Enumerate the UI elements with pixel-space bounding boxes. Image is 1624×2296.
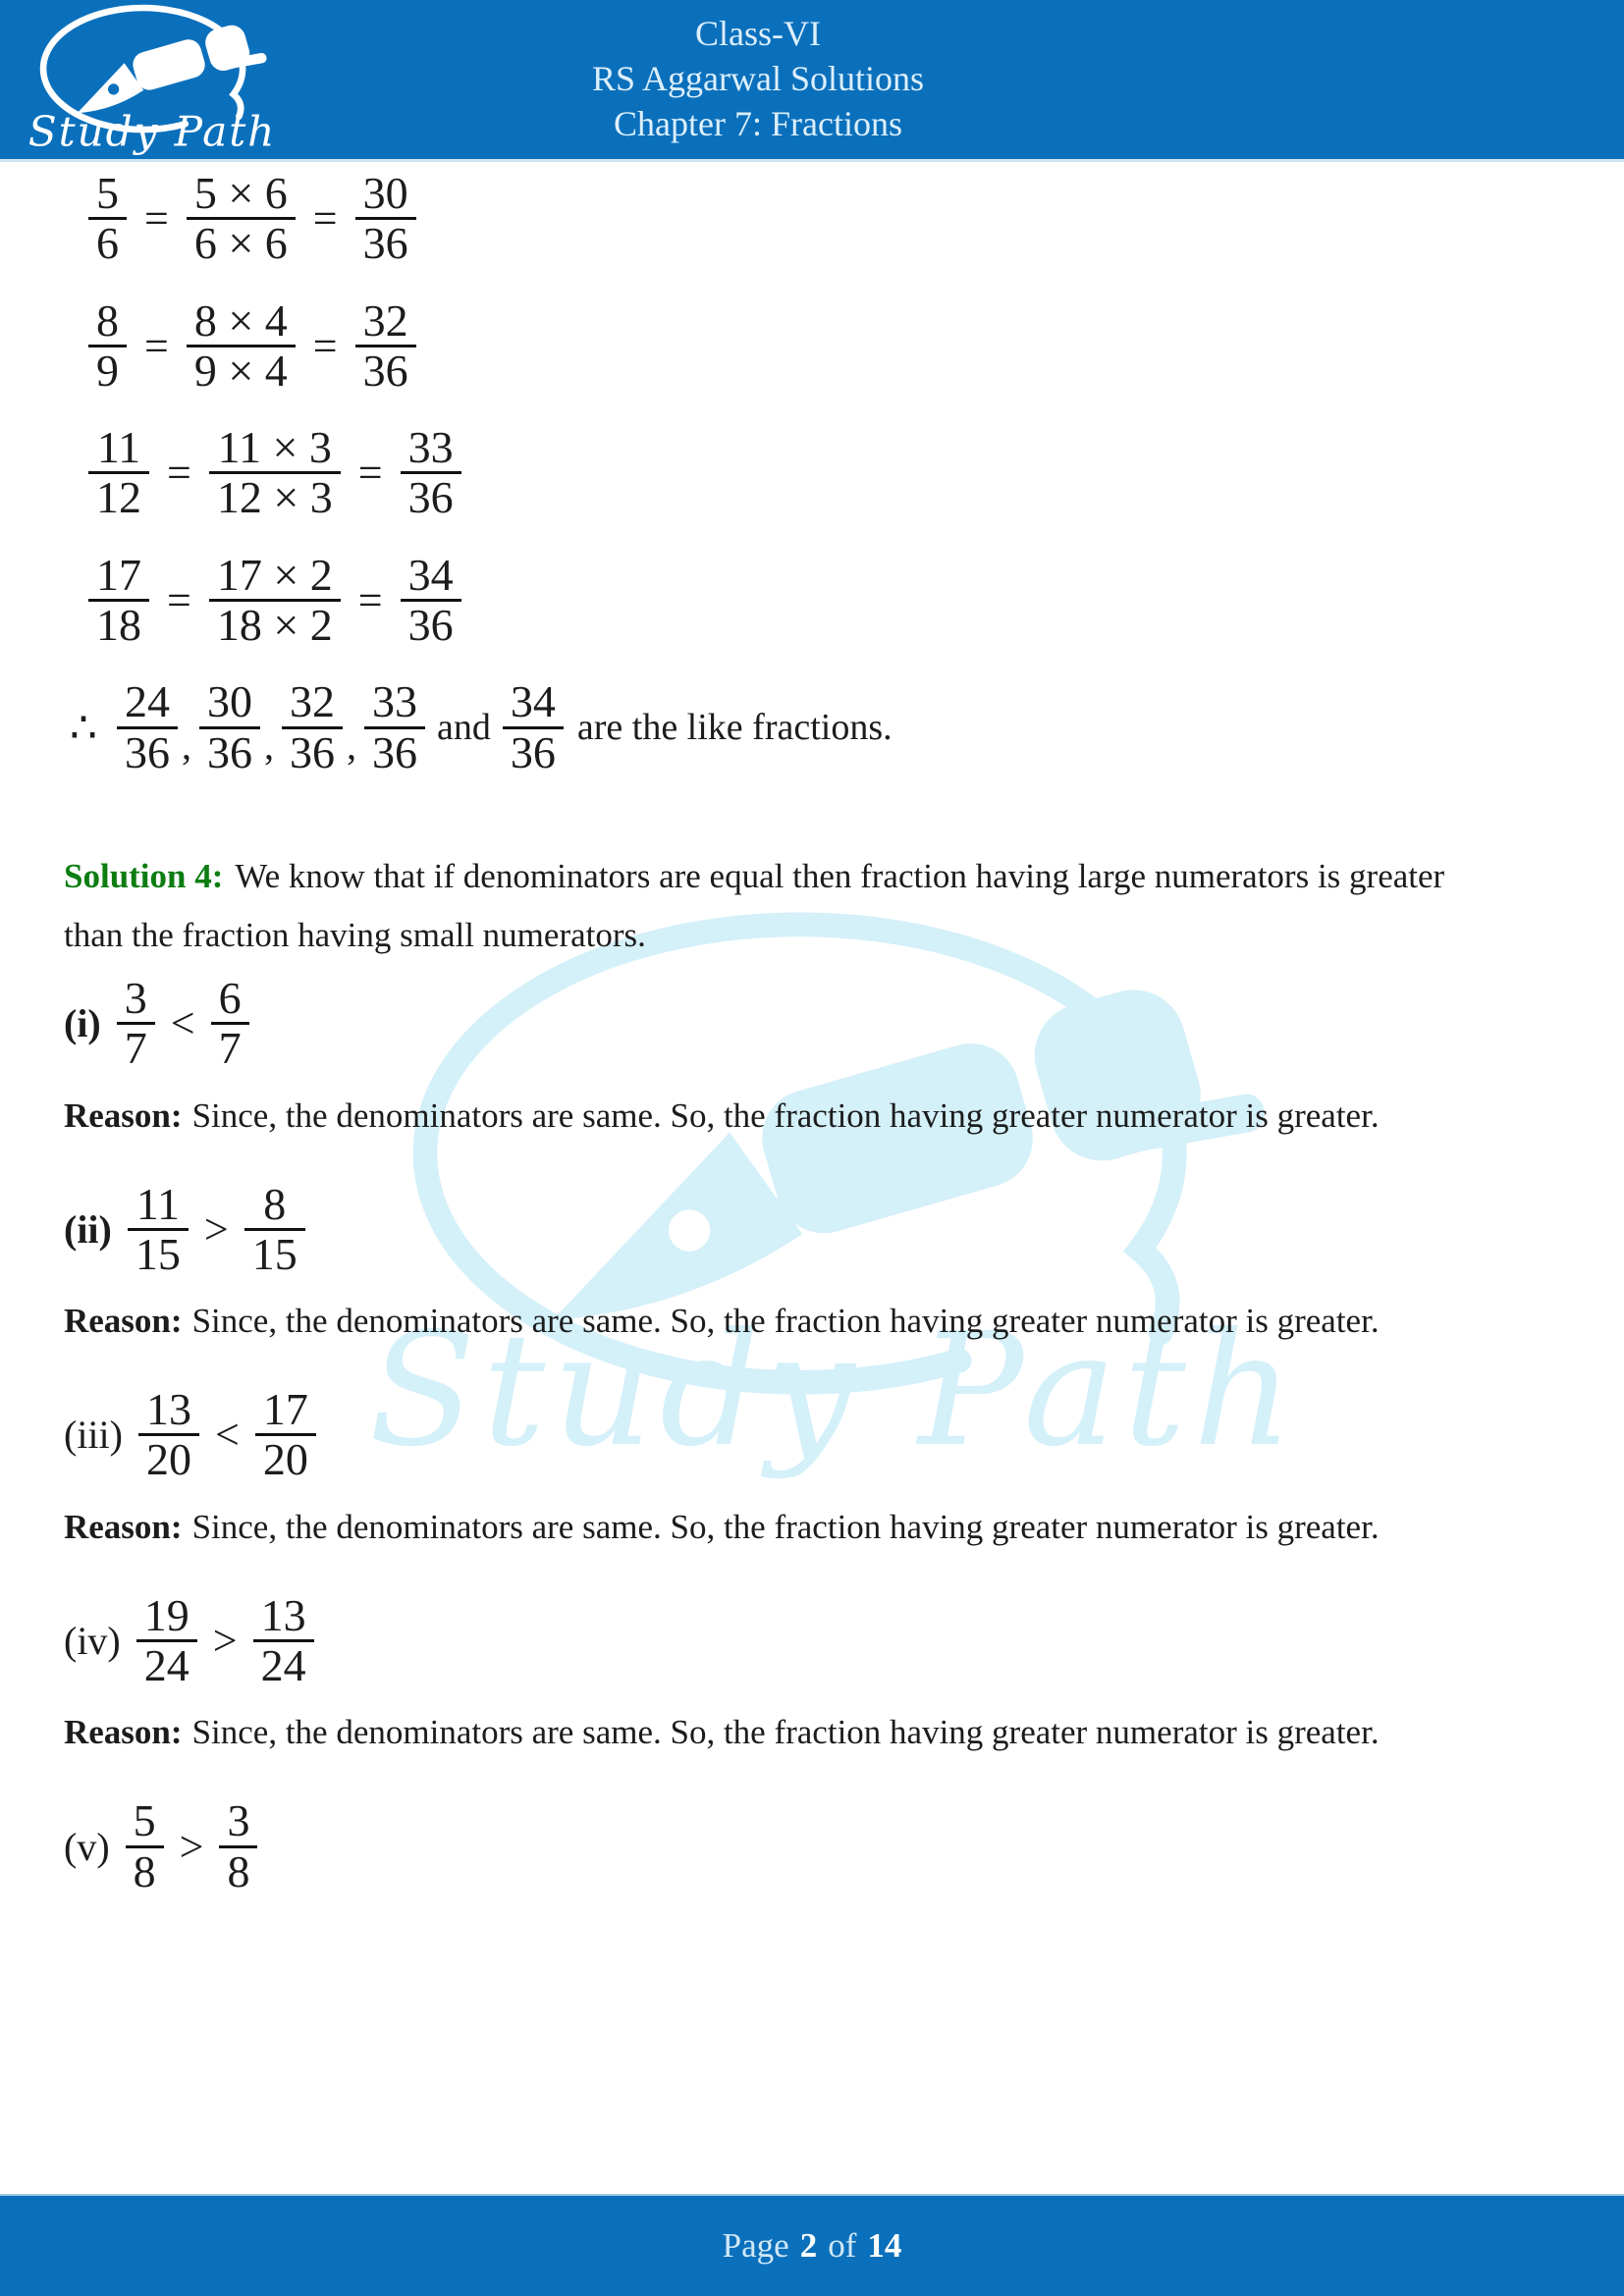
fraction: $\frac{33}{36}$ <box>364 678 425 776</box>
comparison-operator: > <box>212 1617 238 1666</box>
fraction: $\frac{5 \times 6}{6 \times 6}$ <box>187 170 296 268</box>
fraction: $\frac{11}{12}$ <box>88 424 149 522</box>
comparison-operator: > <box>179 1822 204 1871</box>
page-footer <box>0 2194 1624 2296</box>
equals-sign: = <box>144 194 169 243</box>
item-index: (i) <box>64 1001 101 1046</box>
equals-sign: = <box>357 576 383 625</box>
page-header-banner <box>0 0 1624 162</box>
equals-sign: = <box>167 576 191 625</box>
equation-row <box>88 424 1565 522</box>
fraction: $\frac{34}{36}$ <box>401 552 461 650</box>
comma: , <box>264 722 274 768</box>
fraction: $\frac{8}{15}$ <box>244 1181 305 1279</box>
reason-text: Since, the denominators are same. So, the fraction having greater numerator is greater. <box>191 1713 1380 1752</box>
header-class-line: Class-VI <box>695 14 821 53</box>
fraction: $\frac{32}{36}$ <box>282 678 343 776</box>
reason-text: Since, the denominators are same. So, the fraction having greater numerator is greater. <box>191 1507 1380 1546</box>
fraction: $\frac{5}{8}$ <box>126 1797 164 1896</box>
fraction: $\frac{33}{36}$ <box>401 424 461 522</box>
header-book-line: RS Aggarwal Solutions <box>591 59 925 98</box>
comparison-row <box>64 1178 1565 1279</box>
fraction: $\frac{13}{24}$ <box>253 1592 314 1690</box>
comparison-operator: < <box>214 1411 240 1460</box>
footer-page-number: 2 <box>799 2226 818 2265</box>
conclusion-line <box>70 678 1565 776</box>
equation-row <box>88 294 1565 396</box>
reason-label: Reason: <box>64 1095 183 1135</box>
conclusion-text: are the like fractions. <box>576 707 893 749</box>
footer-total-pages: 14 <box>867 2226 902 2265</box>
fraction: $\frac{8 \times 4}{9 \times 4}$ <box>187 297 296 396</box>
reason-paragraph <box>64 1703 1507 1762</box>
reason-paragraph <box>64 1292 1507 1351</box>
reason-label: Reason: <box>64 1713 183 1752</box>
footer-of-word: of <box>828 2226 857 2265</box>
fraction: $\frac{24}{36}$ <box>117 678 178 776</box>
therefore-symbol: ∴ <box>70 703 97 752</box>
comparison-operator: < <box>170 999 195 1048</box>
fraction: $\frac{32}{36}$ <box>355 297 416 396</box>
equation-row <box>88 170 1565 268</box>
fraction: $\frac{5}{6}$ <box>88 170 127 268</box>
header-chapter-line: Chapter 7: Fractions <box>614 104 902 143</box>
fraction: $\frac{3}{8}$ <box>219 1797 257 1896</box>
document-content <box>0 162 1624 1896</box>
fraction: $\frac{30}{36}$ <box>199 678 260 776</box>
fraction: $\frac{6}{7}$ <box>211 975 249 1073</box>
comparison-row <box>64 972 1565 1074</box>
fraction: $\frac{19}{24}$ <box>136 1592 197 1690</box>
reason-paragraph <box>64 1087 1507 1146</box>
reason-text: Since, the denominators are same. So, the fraction having greater numerator is greater. <box>191 1095 1380 1135</box>
reason-label: Reason: <box>64 1302 183 1341</box>
comma: , <box>182 722 191 768</box>
equals-sign: = <box>144 321 169 370</box>
fraction: $\frac{13}{20}$ <box>138 1386 199 1484</box>
fraction: $\frac{17}{18}$ <box>88 552 149 650</box>
comparison-row <box>64 1797 1565 1896</box>
item-index: (ii) <box>64 1206 112 1252</box>
comparison-row <box>64 1386 1565 1484</box>
fraction: $\frac{3}{7}$ <box>117 975 155 1073</box>
fraction: $\frac{30}{36}$ <box>355 170 416 268</box>
fraction: $\frac{8}{9}$ <box>88 297 127 396</box>
fraction: $\frac{34}{36}$ <box>503 678 564 776</box>
header-title-block <box>0 0 1516 146</box>
item-index: (iv) <box>64 1619 121 1664</box>
fraction: $\frac{11}{15}$ <box>128 1181 189 1279</box>
solution4-text: We know that if denominators are equal then fraction having large numerators is greater than the fraction having small numerators. <box>64 856 1445 954</box>
equals-sign: = <box>312 194 338 243</box>
reason-label: Reason: <box>64 1507 183 1546</box>
solution4-paragraph <box>64 847 1507 965</box>
reason-paragraph <box>64 1498 1507 1557</box>
reason-text: Since, the denominators are same. So, the fraction having greater numerator is greater. <box>191 1302 1380 1341</box>
fraction: $\frac{17 \times 2}{18 \times 2}$ <box>209 552 341 650</box>
item-index: (iii) <box>64 1413 123 1458</box>
equation-row <box>88 549 1565 651</box>
footer-page-word: Page <box>722 2226 789 2265</box>
equals-sign: = <box>312 321 338 370</box>
comparison-operator: > <box>203 1204 229 1254</box>
equals-sign: = <box>167 449 191 498</box>
equals-sign: = <box>357 449 383 498</box>
fraction: $\frac{11 \times 3}{12 \times 3}$ <box>209 424 341 522</box>
item-index: (v) <box>64 1824 110 1869</box>
comma: , <box>347 722 356 768</box>
fraction: $\frac{17}{20}$ <box>255 1386 316 1484</box>
solution4-label: Solution 4: <box>64 856 224 895</box>
comparison-row <box>64 1589 1565 1691</box>
and-word: and <box>437 707 491 749</box>
